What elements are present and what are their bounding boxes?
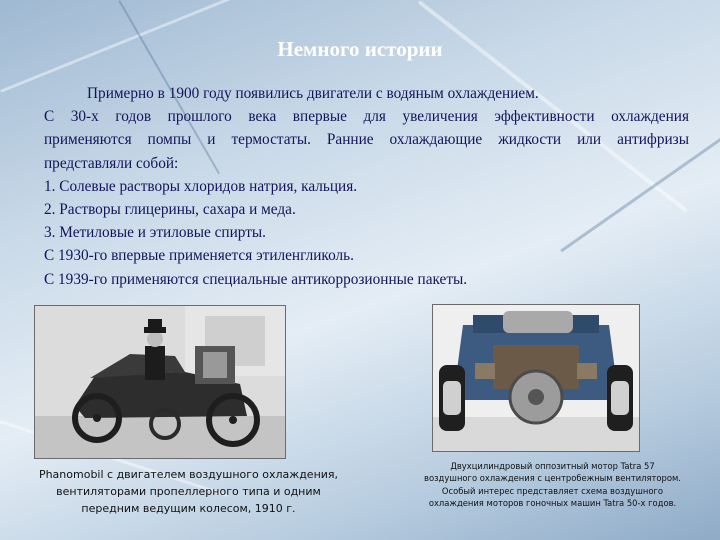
text-line: представляли собой:	[44, 154, 179, 172]
tatra-engine-illustration	[433, 305, 639, 451]
slide-title: Немного истории	[277, 37, 443, 61]
phanomobil-illustration	[35, 306, 285, 458]
text-line: С 30-х годов прошлого века впервые для увеличения эффективности охлаждения	[44, 108, 689, 126]
tatra-engine-photo	[432, 304, 640, 452]
phanomobil-photo	[34, 305, 286, 459]
tatra-caption	[400, 460, 705, 509]
caption-line: Phanomobil с двигателем воздушного охлаждения,	[38, 468, 339, 481]
caption-line: Двухцилиндровый оппозитный мотор Tatra 57	[450, 461, 655, 471]
text-line: применяются помпы и термостаты. Ранние охлаждающие жидкости или антифризы	[44, 131, 689, 149]
intro-line: Примерно в 1900 году появились двигатели с водяным охлаждением.	[87, 85, 539, 102]
caption-line: воздушного охлаждения с центробежным вентилятором.	[424, 473, 681, 484]
history-text	[44, 82, 689, 291]
caption-line: охлаждения моторов гоночных машин Tatra 50-х годов.	[428, 497, 677, 508]
list-item: 2. Растворы глицерины, сахара и меда.	[44, 201, 296, 219]
caption-line: вентиляторами пропеллерного типа и одним	[56, 485, 321, 498]
list-item: 3. Метиловые и этиловые спирты.	[44, 224, 266, 242]
phanomobil-caption	[26, 466, 351, 517]
caption-line: передним ведущим колесом, 1910 г.	[81, 502, 296, 515]
caption-line: Особый интерес представляет схема воздушного	[441, 485, 664, 496]
text-line: С 1939-го применяются специальные антикоррозионные пакеты.	[44, 270, 468, 288]
text-line: С 1930-го впервые применяется этиленгликоль.	[44, 247, 354, 265]
list-item: 1. Солевые растворы хлоридов натрия, кальция.	[44, 177, 358, 195]
